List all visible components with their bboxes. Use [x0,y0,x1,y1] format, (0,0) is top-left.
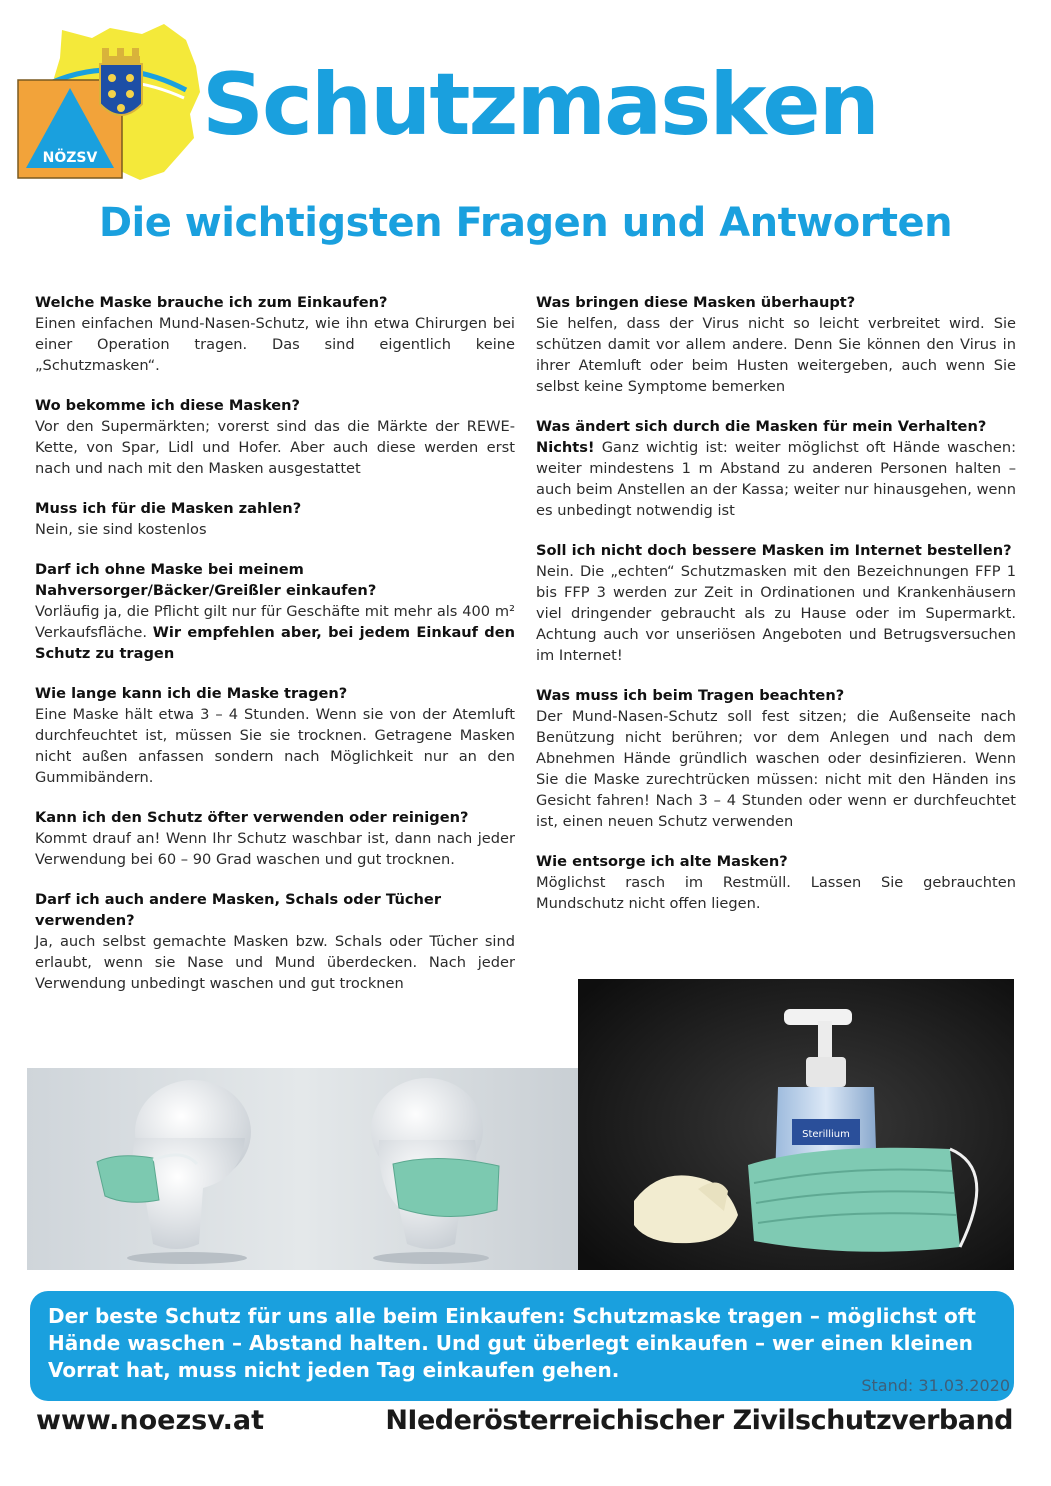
faq-answer: Eine Maske hält etwa 3 – 4 Stunden. Wenn sie von der Atemluft durchfeuchtet ist, müssen Sie sie trocknen. Getragene Masken nicht außen anfassen sondern nach Möglichkeit nur an den Gummibändern. [35,706,515,786]
page-subtitle: Die wichtigsten Fragen und Antworten [98,200,953,246]
faq-item [35,807,515,870]
faq-answer [35,601,515,664]
surgical-mask [748,1148,977,1252]
faq-item [35,498,515,540]
coat-of-arms-icon [100,48,142,115]
website-link[interactable]: www.noezsv.at [36,1405,265,1436]
disinfectant-gloves-mask-photo [578,979,1014,1270]
faq-answer-emphasis: Wir empfehlen aber, bei jedem Einkauf den Schutz zu tragen [35,624,516,662]
faq-answer: Einen einfachen Mund-Nasen-Schutz, wie ihn etwa Chirurgen bei einer Operation tragen. Das sind eigentlich keine „Schutzmasken“. [35,315,515,374]
mannequin-masks-photo [27,1068,578,1270]
faq-answer: Der Mund-Nasen-Schutz soll fest sitzen; die Außenseite nach Benützung nicht berühren; vor dem Anlegen und nach dem Abnehmen Hände gründlich waschen oder desinfizieren. Wenn Sie die Maske zurechtrücken müssen: nicht mit den Händen ins Gesicht fahren! Nach 3 – 4 Stunden oder wenn er durchfeuchtet ist, einen neuen Schutz verwenden [536,708,1016,830]
noezsv-logo [14,22,204,182]
faq-question: Wie lange kann ich die Maske tragen? [35,685,348,702]
organization-name: NIederösterreichischer Zivilschutzverband [385,1405,1013,1436]
date-stamp: Stand: 31.03.2020 [861,1376,1010,1395]
faq-item [35,292,515,376]
faq-item [536,540,1016,666]
faq-item [35,559,515,664]
logo-text: NÖZSV [42,150,98,166]
faq-answer: Nein. Die „echten“ Schutzmasken mit den Bezeichnungen FFP 1 bis FFP 3 werden zur Zeit in Ordinationen und Krankenhäusern viel dringender gebraucht als zu Hause oder im Supermarkt. Achtung auch vor unseriösen Angeboten und Betrugsversuchen im Internet! [536,563,1016,664]
page-title: Schutzmasken [202,55,878,155]
faq-answer: Kommt drauf an! Wenn Ihr Schutz waschbar ist, dann nach jeder Verwendung bei 60 – 90 Grad waschen und gut trocknen. [35,830,515,868]
faq-question: Welche Maske brauche ich zum Einkaufen? [35,294,388,311]
advice-banner [30,1291,1014,1401]
faq-item [35,683,515,788]
faq-answer-text: Ganz wichtig ist: weiter möglichst oft Hände waschen: weiter mindestens 1 m Abstand zu anderen Personen halten – auch beim Anstellen an der Kassa; weiter nur hinausgehen, wenn es unbedingt notwendig ist [536,439,1016,519]
faq-left-column [35,292,515,1013]
faq-question: Soll ich nicht doch bessere Masken im Internet bestellen? [536,542,1012,559]
faq-question: Muss ich für die Masken zahlen? [35,500,302,517]
faq-question: Was ändert sich durch die Masken für mein Verhalten? [536,418,987,435]
faq-question: Darf ich ohne Maske bei meinem Nahversorger/Bäcker/Greißler einkaufen? [35,561,377,599]
faq-question: Wo bekomme ich diese Masken? [35,397,301,414]
faq-right-column [536,292,1016,933]
bottle-label: Sterillium [802,1129,850,1140]
faq-item [35,395,515,479]
latex-gloves [634,1175,738,1243]
faq-answer: Möglichst rasch im Restmüll. Lassen Sie gebrauchten Mundschutz nicht offen liegen. [536,874,1016,912]
faq-item [536,685,1016,832]
faq-question: Was muss ich beim Tragen beachten? [536,687,845,704]
faq-answer: Ja, auch selbst gemachte Masken bzw. Schals oder Tücher sind erlaubt, wenn sie Nase und Mund überdecken. Nach jeder Verwendung unbedingt waschen und gut trocknen [35,933,515,992]
faq-question: Wie entsorge ich alte Masken? [536,853,788,870]
faq-question: Was bringen diese Masken überhaupt? [536,294,856,311]
banner-text: Der beste Schutz für uns alle beim Einkaufen: Schutzmaske tragen – möglichst oft Hände waschen – Abstand halten. Und gut überlegt einkaufen – wer einen kleinen Vorrat hat, muss nicht jeden Tag einkaufen gehen. [48,1304,976,1382]
faq-answer: Vor den Supermärkten; vorerst sind das die Märkte der REWE-Kette, von Spar, Lidl und Hofer. Aber auch diese werden erst nach und nach mit den Masken ausgestattet [35,418,515,477]
faq-answer-text: Vorläufig ja, die Pflicht gilt nur für Geschäfte mit mehr als 400 m² Verkaufsfläche. [35,603,515,641]
faq-answer-emphasis: Nichts! [536,439,595,456]
faq-item [35,889,515,994]
surgical-mask-side [97,1156,159,1203]
faq-answer [536,437,1016,521]
faq-question: Darf ich auch andere Masken, Schals oder Tücher verwenden? [35,891,442,929]
faq-item [536,851,1016,914]
faq-answer: Sie helfen, dass der Virus nicht so leicht verbreitet wird. Sie schützen damit vor allem andere. Denn Sie können den Virus in ihrer Atemluft oder beim Husten weitergeben, auch wenn Sie selbst keine Symptome bemerken [536,315,1016,395]
faq-answer: Nein, sie sind kostenlos [35,521,207,538]
faq-question: Kann ich den Schutz öfter verwenden oder reinigen? [35,809,469,826]
faq-item [536,416,1016,521]
faq-item [536,292,1016,397]
surgical-mask-front [393,1158,499,1216]
